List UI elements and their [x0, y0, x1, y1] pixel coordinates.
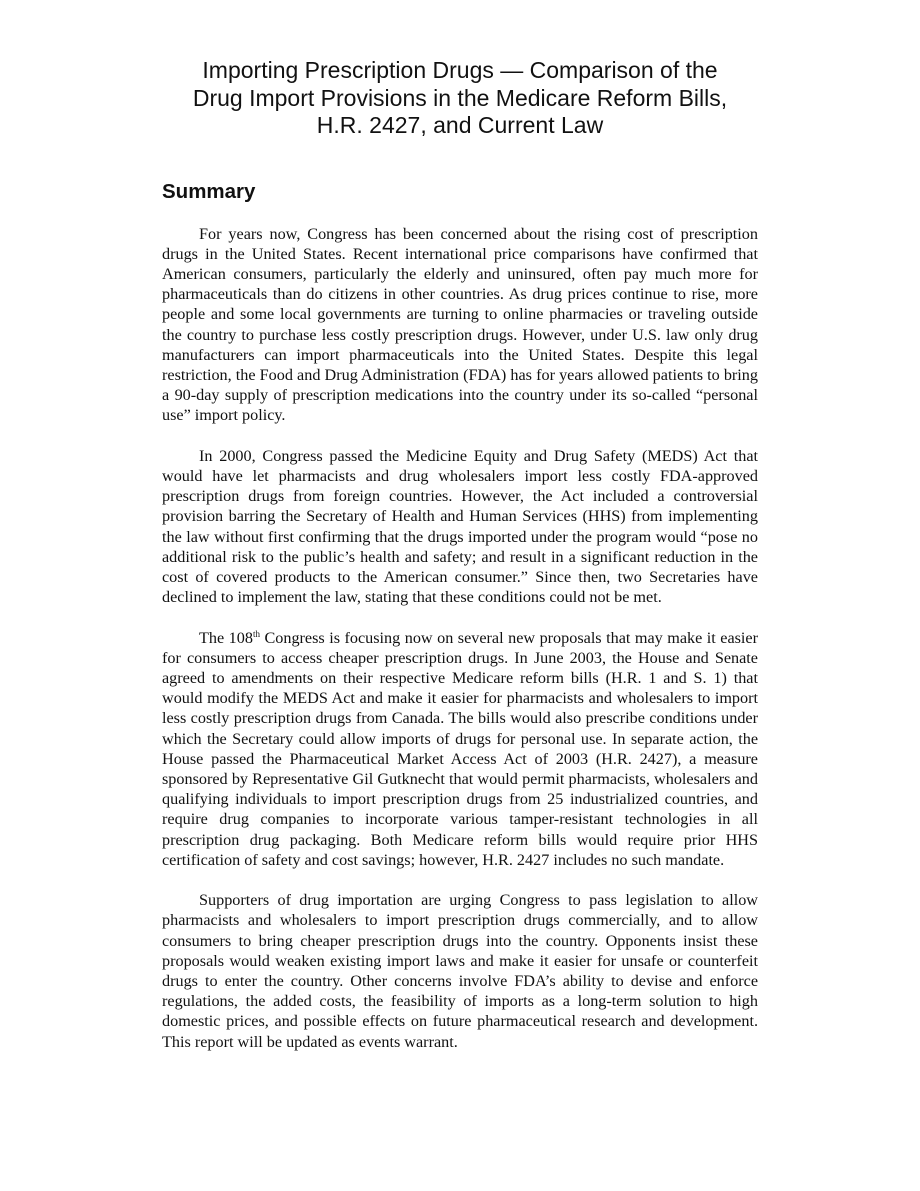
paragraph-3-rest: Congress is focusing now on several new proposals that may make it easier for consumers to access cheaper prescription drugs. In June 2003, the House and Senate agreed to amendments on their respective Medicare reform bills (H.R. 1 and S. 1) that would modify the MEDS Act and make it easier for pharmacists and wholesalers to import less costly prescription drugs from Canada. The bills would also prescribe conditions under which the Secretary could allow imports of drugs for personal use. In separate action, the House passed the Pharmaceutical Market Access Act of 2003 (H.R. 2427), a measure sponsored by Representative Gil Gutknecht that would permit pharmacists, wholesalers and qualifying individuals to import prescription drugs from 25 industrialized countries, and require drug companies to incorporate various tamper-resistant technologies in all prescription drug packaging. Both Medicare reform bills would require prior HHS certification of safety and cost savings; however, H.R. 2427 includes no such mandate. — [162, 628, 758, 869]
document-page — [162, 0, 758, 1052]
paragraph-3-lead: The 108 — [199, 628, 253, 647]
summary-paragraph-3 — [162, 628, 758, 870]
title-line-2: Drug Import Provisions in the Medicare Reform Bills, — [192, 84, 728, 111]
title-line-3: H.R. 2427, and Current Law — [316, 112, 604, 138]
document-title — [162, 57, 758, 140]
summary-paragraph-2: In 2000, Congress passed the Medicine Equity and Drug Safety (MEDS) Act that would have let pharmacists and drug wholesalers import less costly FDA-approved prescription drugs from foreign countries. However, the Act included a controversial provision barring the Secretary of Health and Human Services (HHS) from implementing the law without first confirming that the drugs imported under the program would “pose no additional risk to the public’s health and safety; and result in a significant reduction in the cost of covered products to the American consumer.” Since then, two Secretaries have declined to implement the law, stating that these conditions could not be met. — [162, 446, 758, 607]
title-line-1: Importing Prescription Drugs — Comparison of the — [202, 57, 718, 83]
summary-paragraph-1: For years now, Congress has been concerned about the rising cost of prescription drugs in the United States. Recent international price comparisons have confirmed that American consumers, particularly the elderly and uninsured, often pay much more for pharmaceuticals than do citizens in other countries. As drug prices continue to rise, more people and some local governments are turning to online pharmacies or traveling outside the country to purchase less costly prescription drugs. However, under U.S. law only drug manufacturers can import pharmaceuticals into the United States. Despite this legal restriction, the Food and Drug Administration (FDA) has for years allowed patients to bring a 90-day supply of prescription medications into the country under its so-called “personal use” import policy. — [162, 224, 758, 425]
summary-paragraph-4: Supporters of drug importation are urging Congress to pass legislation to allow pharmacists and wholesalers to import prescription drugs commercially, and to allow consumers to bring cheaper prescription drugs into the country. Opponents insist these proposals would weaken existing import laws and make it easier for unsafe or counterfeit drugs to enter the country. Other concerns involve FDA’s ability to devise and enforce regulations, the added costs, the feasibility of imports as a long-term solution to high domestic prices, and possible effects on future pharmaceutical research and development. This report will be updated as events warrant. — [162, 891, 758, 1051]
summary-heading: Summary — [162, 179, 256, 203]
ordinal-superscript: th — [252, 628, 260, 639]
